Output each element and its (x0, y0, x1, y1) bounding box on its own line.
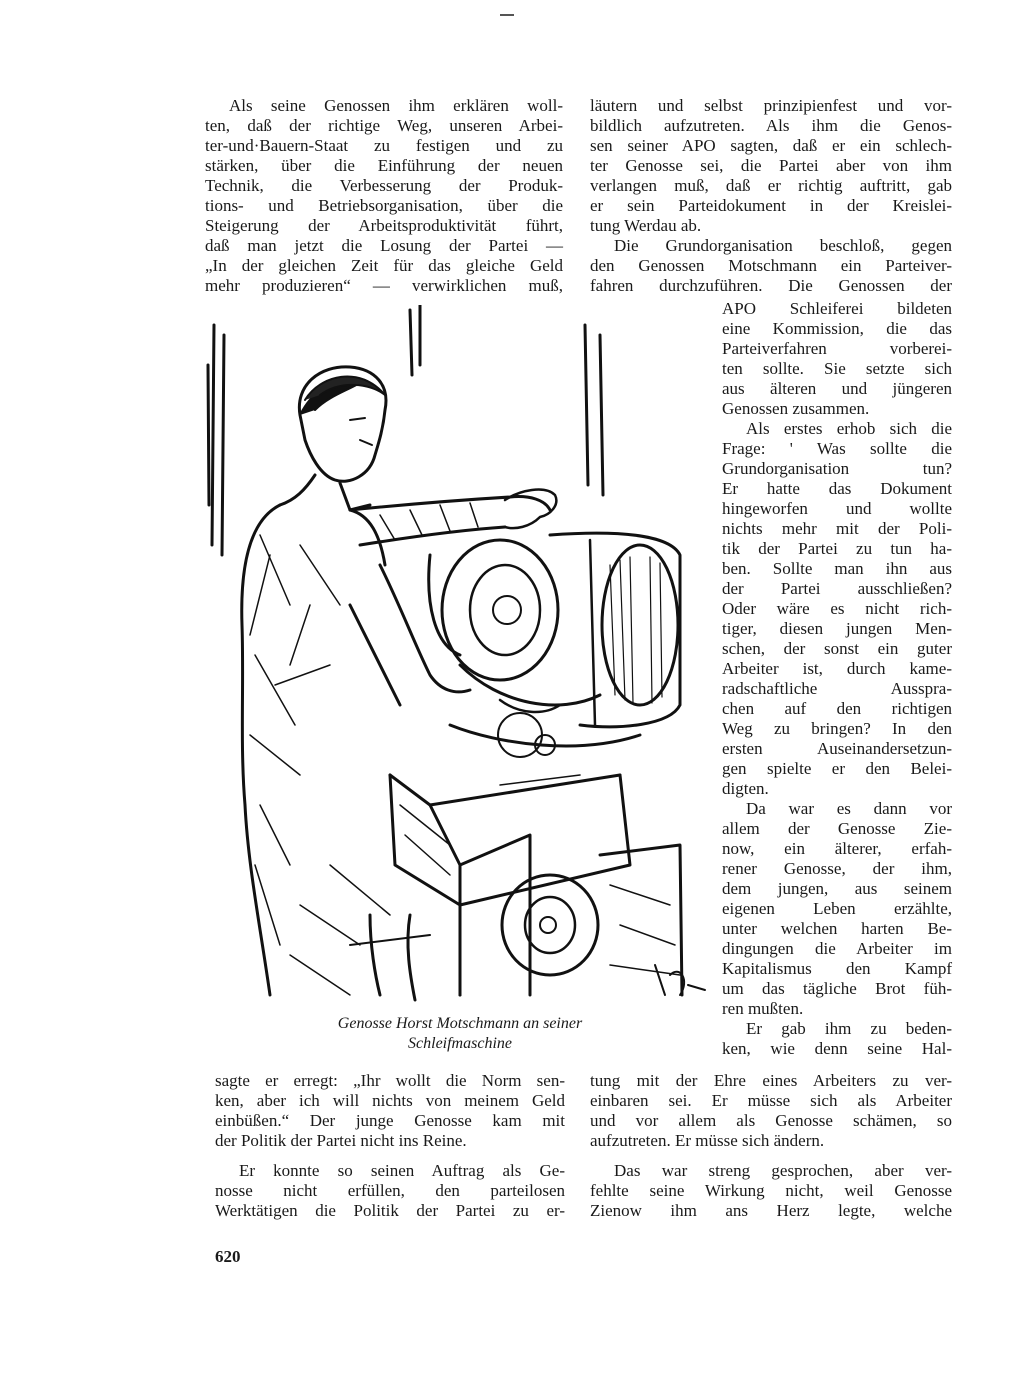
text-line: Er hatte das Dokument (722, 479, 952, 498)
text-line: der Politik der Partei nicht ins Reine. (215, 1131, 467, 1150)
text-column-left-top (205, 96, 563, 296)
figure-caption (270, 1014, 650, 1054)
text-line: ben. Sollte man ihn aus (722, 559, 952, 578)
text-line: Arbeiter ist, durch kame- (722, 659, 952, 678)
text-line: tung mit der Ehre eines Arbeiters zu ver- (590, 1071, 952, 1090)
text-line: der Partei ausschließen? (722, 579, 952, 598)
text-line: fahren durchzuführen. Die Genossen der (590, 276, 952, 295)
text-line: unter welchen harten Be- (722, 919, 952, 938)
text-line: dingungen die Arbeiter im (722, 939, 952, 958)
text-line: tions- und Betriebsorganisation, über die (205, 196, 563, 215)
text-line: nichts mehr mit der Poli- (722, 519, 952, 538)
text-line: Da war es dann vor (746, 799, 952, 818)
text-line: ten, daß der richtige Weg, unseren Arbei- (205, 116, 563, 135)
text-line: fehlte seine Wirkung nicht, weil Genosse (590, 1181, 952, 1200)
text-line: verlangen muß, daß er richtig auftritt, gab (590, 176, 952, 195)
text-line: Als seine Genossen ihm erklären woll- (229, 96, 563, 115)
text-line: aus älteren und jüngeren (722, 379, 952, 398)
text-line: tik der Partei zu tun ha- (722, 539, 952, 558)
text-line: nosse nicht erfüllen, den parteilosen (215, 1181, 565, 1200)
text-line: Werktätigen die Politik der Partei zu er- (215, 1201, 565, 1220)
text-line: gen spielte er den Belei- (722, 759, 952, 778)
text-column-right-narrow (722, 299, 952, 1059)
text-line: „In der gleichen Zeit für das gleiche Geld (205, 256, 563, 275)
text-line: und vor allem als Genosse schämen, so (590, 1111, 952, 1130)
text-line: ter-und·Bauern-Staat zu festigen und zu (205, 136, 563, 155)
text-line: aufzutreten. Er müsse sich ändern. (590, 1131, 825, 1150)
text-line: Genossen zusammen. (722, 399, 870, 418)
text-line: Zienow ihm ans Herz legte, welche (590, 1201, 952, 1220)
text-column-right-grund (590, 236, 952, 296)
illustration-grinding-machine (200, 305, 710, 1010)
text-line: Frage: ' Was sollte die (722, 439, 952, 458)
text-line: APO Schleiferei bildeten (722, 299, 952, 318)
text-line: radschaftliche Ausspra- (722, 679, 952, 698)
text-line: eigenen Leben erzählte, (722, 899, 952, 918)
text-line: rener Genosse, der ihm, (722, 859, 952, 878)
text-line: eine Kommission, die das (722, 319, 952, 338)
text-column-right-top (590, 96, 952, 236)
text-line: Grundorganisation tun? (722, 459, 952, 478)
text-line: einbüßen.“ Der junge Genosse kam mit (215, 1111, 565, 1130)
text-line: Er konnte so seinen Auftrag als Ge- (239, 1161, 565, 1180)
text-line: Weg zu bringen? In den (722, 719, 952, 738)
text-line: Technik, die Verbesserung der Produk- (205, 176, 563, 195)
text-line: hingeworfen und wollte (722, 499, 952, 518)
text-line: chen auf den richtigen (722, 699, 952, 718)
text-line: Die Grundorganisation beschloß, gegen (614, 236, 952, 255)
text-line: sagte er erregt: „Ihr wollt die Norm sen- (215, 1071, 565, 1090)
text-line: Parteiverfahren vorberei- (722, 339, 952, 358)
text-line: Als erstes erhob sich die (746, 419, 952, 438)
text-line: tung Werdau ab. (590, 216, 702, 235)
text-line: Das war streng gesprochen, aber ver- (614, 1161, 952, 1180)
text-line: bildlich aufzutreten. Als ihm die Genos- (590, 116, 952, 135)
text-line: stärken, über die Einführung der neuen (205, 156, 563, 175)
text-line: er sein Parteidokument in der Kreislei- (590, 196, 952, 215)
text-line: tiger, diesen jungen Men- (722, 619, 952, 638)
text-line: Kapitalismus den Kampf (722, 959, 952, 978)
text-line: ken, aber ich will nichts von meinem Geld (215, 1091, 565, 1110)
text-line: einbaren sei. Er müsse sich als Arbeiter (590, 1091, 952, 1110)
text-column-left-bottom (215, 1071, 565, 1221)
text-line: mehr produzieren“ — verwirklichen muß, (205, 276, 563, 295)
text-line: Er gab ihm zu beden- (746, 1019, 952, 1038)
text-line: Oder wäre es nicht rich- (722, 599, 952, 618)
text-line: ren mußten. (722, 999, 804, 1018)
text-line: schen, der sonst ein guter (722, 639, 952, 658)
text-line: ken, wie denn seine Hal- (722, 1039, 952, 1058)
text-line: allem der Genosse Zie- (722, 819, 952, 838)
page-number: 620 (215, 1247, 241, 1266)
text-line: ten sollte. Sie setzte sich (722, 359, 952, 378)
text-line: daß man jetzt die Losung der Partei — (205, 236, 563, 255)
text-line: dem jungen, aus seinem (722, 879, 952, 898)
caption-line: Schleifmaschine (408, 1035, 512, 1052)
text-line: um das tägliche Brot füh- (722, 979, 952, 998)
text-line: sen seiner APO sagten, daß er ein schlech- (590, 136, 952, 155)
scan-mark (500, 14, 514, 16)
text-line: now, ein älterer, erfah- (722, 839, 952, 858)
text-column-right-bottom (590, 1071, 952, 1221)
caption-line: Genosse Horst Motschmann an seiner (337, 1015, 583, 1032)
text-line: ersten Auseinandersetzun- (722, 739, 952, 758)
text-line: Steigerung der Arbeitsproduktivität führt, (205, 216, 563, 235)
text-line: ter Genosse sei, die Partei aber von ihm (590, 156, 952, 175)
text-line: läutern und selbst prinzipienfest und vor- (590, 96, 952, 115)
text-line: den Genossen Motschmann ein Parteiver- (590, 256, 952, 275)
text-line: digten. (722, 779, 769, 798)
